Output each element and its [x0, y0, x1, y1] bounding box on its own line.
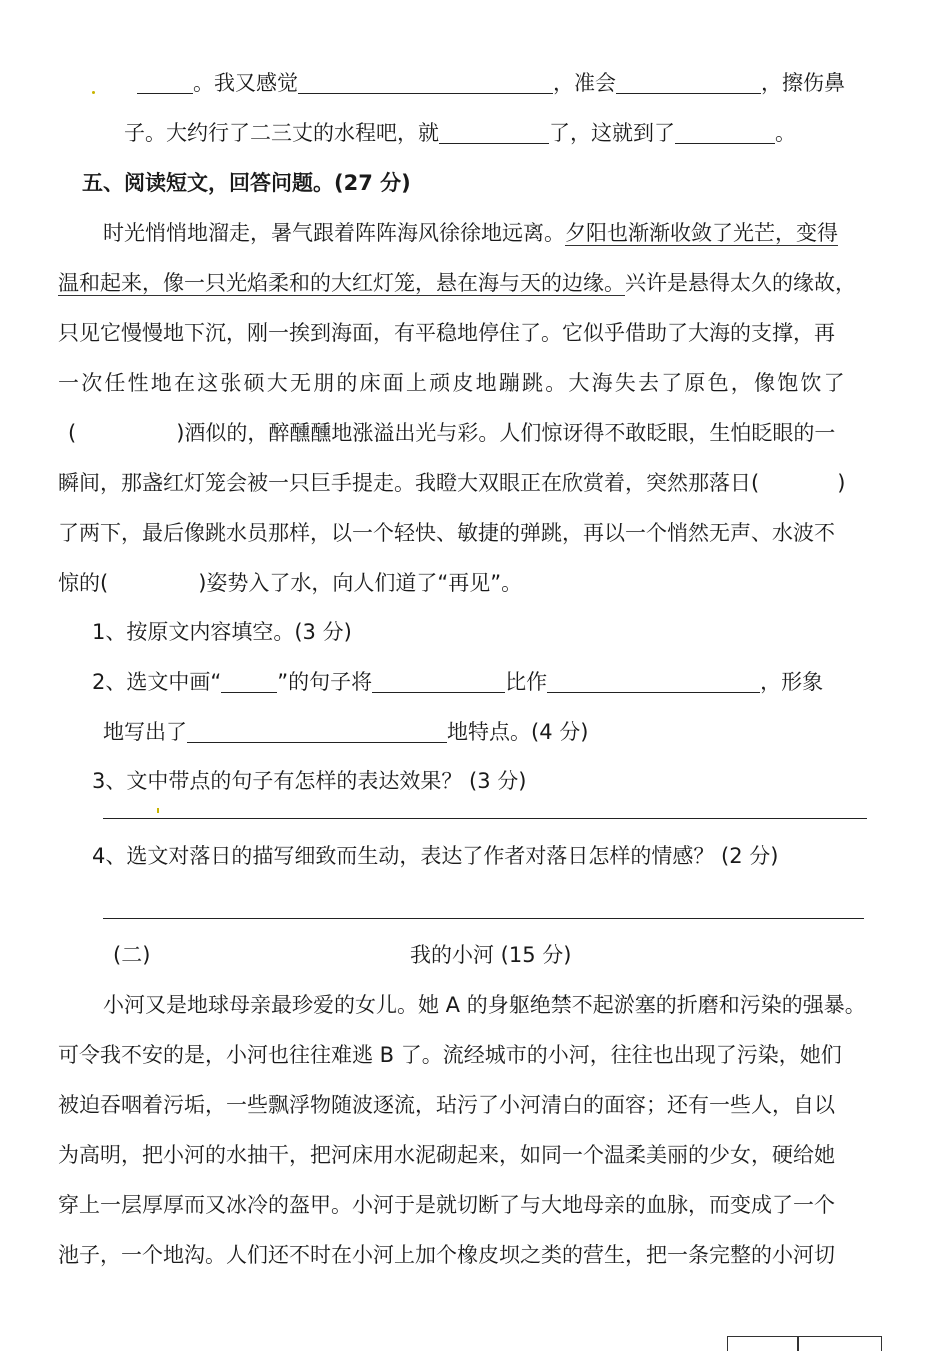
text: 为高明，把小河的水抽干，把河床用水泥砌起来，如同一个温柔美丽的少女，硬给她 [58, 1143, 835, 1167]
blank[interactable] [616, 71, 761, 94]
text: 穿上一层厚厚而又冰冷的盔甲。小河于是就切断了与大地母亲的血脉，而变成了一个 [58, 1193, 835, 1217]
text: 了两下，最后像跳水员那样，以一个轻快、敏捷的弹跳，再以一个悄然无声、水波不 [58, 521, 835, 545]
passage-line-7 [58, 518, 835, 548]
text: 瞬间，那盏红灯笼会被一只巨手提走。我瞪大双眼正在欣赏着，突然那落日( [58, 471, 760, 495]
text: )姿势入了水，向人们道了“再见”。 [198, 571, 523, 595]
question-1: 1、按原文内容填空。(3 分) [92, 620, 352, 644]
passage-line-2 [58, 268, 856, 298]
blank[interactable] [298, 71, 553, 94]
stray-mark [157, 808, 159, 813]
question-2-cont [103, 717, 588, 747]
text: ，准会 [553, 71, 616, 95]
question-4: 4、选文对落日的描写细致而生动，表达了作者对落日怎样的情感？ (2 分) [92, 844, 779, 868]
section-heading: 五、阅读短文，回答问题。(27 分) [82, 171, 411, 195]
blank[interactable] [221, 670, 277, 693]
text: 。我又感觉 [193, 71, 298, 95]
text: ( [68, 421, 77, 445]
text: 兴许是悬得太久的缘故， [625, 271, 856, 295]
underlined-sentence: 夕阳也渐渐收敛了光芒，变得 [565, 221, 838, 245]
passage-line-8 [58, 568, 522, 598]
text: 被迫吞咽着污垢，一些飘浮物随波逐流，玷污了小河清白的面容；还有一些人，自以 [58, 1093, 835, 1117]
passage-line-3 [58, 318, 892, 348]
text: 可令我不安的是，小河也往往难逃 B 了。流经城市的小河，往往也出现了污染，她们 [58, 1043, 842, 1067]
stray-mark [92, 91, 95, 94]
page-number-box [727, 1336, 799, 1351]
fillin-line-2 [124, 118, 796, 148]
text: )酒似的，醉醺醺地涨溢出光与彩。人们惊讶得不敢眨眼，生怕眨眼的一 [176, 421, 836, 445]
question-2 [92, 667, 823, 697]
text: 子。大约行了二三丈的水程吧，就 [124, 121, 439, 145]
underlined-sentence: 温和起来，像一只光焰柔和的大红灯笼，悬在海与天的边缘。 [58, 271, 625, 295]
part2-line-2 [58, 1040, 892, 1070]
text: 。 [775, 121, 796, 145]
passage-line-4 [58, 368, 847, 398]
part2-label: (二) [113, 943, 151, 967]
passage-line-5 [68, 418, 835, 448]
blank[interactable] [187, 720, 447, 743]
blank[interactable] [137, 71, 193, 94]
answer-line[interactable] [103, 918, 864, 919]
text: 只见它慢慢地下沉，刚一挨到海面，有平稳地停住了。它似乎借助了大海的支撑，再 [58, 321, 835, 345]
blank[interactable] [547, 670, 760, 693]
part2-line-5 [58, 1190, 892, 1220]
text: ”的句子将 [277, 670, 373, 694]
passage-line-1 [103, 218, 838, 248]
fillin-line-1 [137, 68, 845, 98]
text: 地特点。(4 分) [447, 720, 589, 744]
blank[interactable] [675, 121, 775, 144]
page-number-box [797, 1336, 882, 1351]
text: 了，这就到了 [549, 121, 675, 145]
passage-line-6 [58, 468, 845, 498]
text: 一次任性地在这张硕大无朋的床面上顽皮地蹦跳。大海失去了原色，像饱饮了 [58, 371, 847, 395]
part2-line-3 [58, 1090, 892, 1120]
text: 2、选文中画“ [92, 670, 222, 694]
text: ，形象 [760, 670, 824, 694]
text: 地写出了 [103, 720, 187, 744]
blank[interactable] [372, 670, 505, 693]
text: 比作 [505, 670, 548, 694]
part2-title: 我的小河 (15 分) [410, 943, 572, 967]
text: ，擦伤鼻 [761, 71, 845, 95]
question-3: 3、文中带点的句子有怎样的表达效果？ (3 分) [92, 769, 527, 793]
blank[interactable] [439, 121, 549, 144]
answer-line[interactable] [103, 818, 867, 819]
text: 惊的( [58, 571, 109, 595]
text: ) [837, 471, 846, 495]
part2-line-1 [103, 990, 892, 1020]
text: 池子，一个地沟。人们还不时在小河上加个橡皮坝之类的营生，把一条完整的小河切 [58, 1243, 835, 1267]
part2-line-6 [58, 1240, 892, 1270]
text: 时光悄悄地溜走，暑气跟着阵阵海风徐徐地远离。 [103, 221, 565, 245]
part2-line-4 [58, 1140, 892, 1170]
text: 小河又是地球母亲最珍爱的女儿。她 A 的身躯绝禁不起淤塞的折磨和污染的强暴。 [103, 993, 866, 1017]
